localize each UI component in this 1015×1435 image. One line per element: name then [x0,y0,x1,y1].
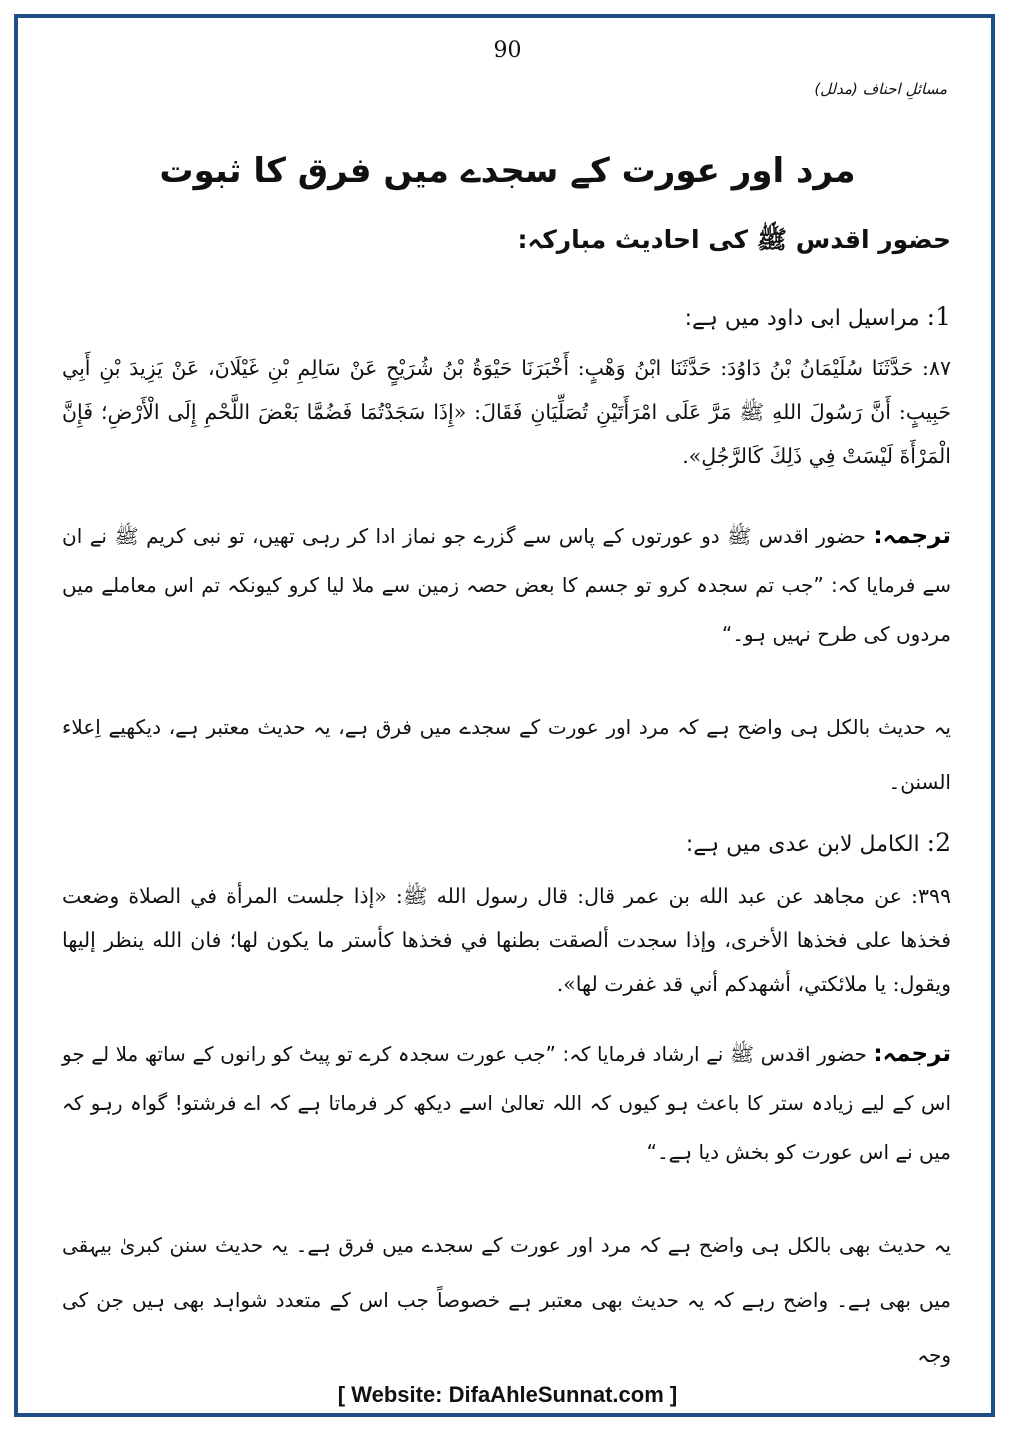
page-title: مرد اور عورت کے سجدے میں فرق کا ثبوت [159,151,856,191]
section2-heading-text: الکامل لابن عدی میں ہے: [685,832,920,857]
section1-arabic-hadith: ٨٧: حَدَّثَنَا سُلَيْمَانُ بْنُ دَاوُدَ: حَدَّثَنَا ابْنُ وَهْبٍ: أَخْبَرَنَا حَيْوَةُ بْنُ شُرَيْحٍ عَنْ سَالِمِ بْنِ غَيْلَانَ، عَنْ يَزِيدَ بْنِ أَبِي حَبِيبٍ: أَنَّ رَسُولَ اللهِ ﷺ مَرَّ عَلَى امْرَأَتَيْنِ تُصَلِّيَانِ فَقَالَ: «إِذَا سَجَدْتُمَا فَضُمَّا بَعْضَ اللَّحْمِ إِلَى الْأَرْضِ؛ فَإِنَّ الْمَرْأَةَ لَيْسَتْ فِي ذَلِكَ كَالرَّجُلِ». [62,356,951,468]
section2-translation-text: حضور اقدس ﷺ نے ارشاد فرمایا کہ: ”جب عورت سجدہ کرے تو پیٹ کو رانوں کے ساتھ ملا لے جو اس کے لیے زیادہ ستر کا باعث ہو کیوں کہ اللہ تعالیٰ اسے دیکھ کر فرماتا ہے کہ اے فرشتو! گواہ رہو کہ میں نے اس عورت کو بخش دیا ہے۔“ [62,1042,951,1164]
section1-translation [62,512,951,659]
section2-note: یہ حدیث بھی بالکل ہی واضح ہے کہ مرد اور عورت کے سجدے میں فرق ہے۔ یہ حدیث سنن کبریٰ بیہقی میں بھی ہے۔ واضح رہے کہ یہ حدیث بھی معتبر ہے خصوصاً جب اس کے متعدد شواہد بھی ہیں جن کی وجہ [62,1233,951,1367]
section1-translation-label: ترجمہ: [873,523,952,549]
section1-heading-text: مراسیل ابی داود میں ہے: [684,306,920,331]
section2-translation-label: ترجمہ: [873,1041,952,1067]
section1-translation-text: حضور اقدس ﷺ دو عورتوں کے پاس سے گزرے جو نماز ادا کر رہی تھیں، تو نبی کریم ﷺ نے ان سے فرمایا کہ: ”جب تم سجدہ کرو تو جسم کا بعض حصہ زمین سے ملا لیا کرو کیونکہ تم اس معاملے میں مردوں کی طرح نہیں ہو۔“ [62,524,951,646]
intro-heading: حضور اقدس ﷺ کی احادیث مبارکہ: [517,225,951,254]
section1-number: 1: [926,302,951,331]
section2-arabic-hadith: ٣٩٩: عن مجاهد عن عبد الله بن عمر قال: قال رسول الله ﷺ: «إذا جلست المرأة في الصلاة وضعت فخذها على فخذها الأخرى، وإذا سجدت ألصقت بطنها في فخذها كأستر ما يكون لها؛ فان الله ينظر إليها ويقول: يا ملائكتي، أشهدكم أني قد غفرت لها». [62,884,951,996]
section1-note: یہ حدیث بالکل ہی واضح ہے کہ مرد اور عورت کے سجدے میں فرق ہے، یہ حدیث معتبر ہے، دیکھیے اِعلاء السنن۔ [62,715,952,794]
page-number: 90 [493,38,522,63]
section2-heading [62,828,951,857]
running-header: مسائلِ احناف (مدلل) [814,80,947,98]
section2-translation [62,1030,951,1177]
section1-heading [62,302,951,331]
section2-number: 2: [926,828,951,857]
website-footer: [ Website: DifaAhleSunnat.com ] [337,1382,678,1407]
